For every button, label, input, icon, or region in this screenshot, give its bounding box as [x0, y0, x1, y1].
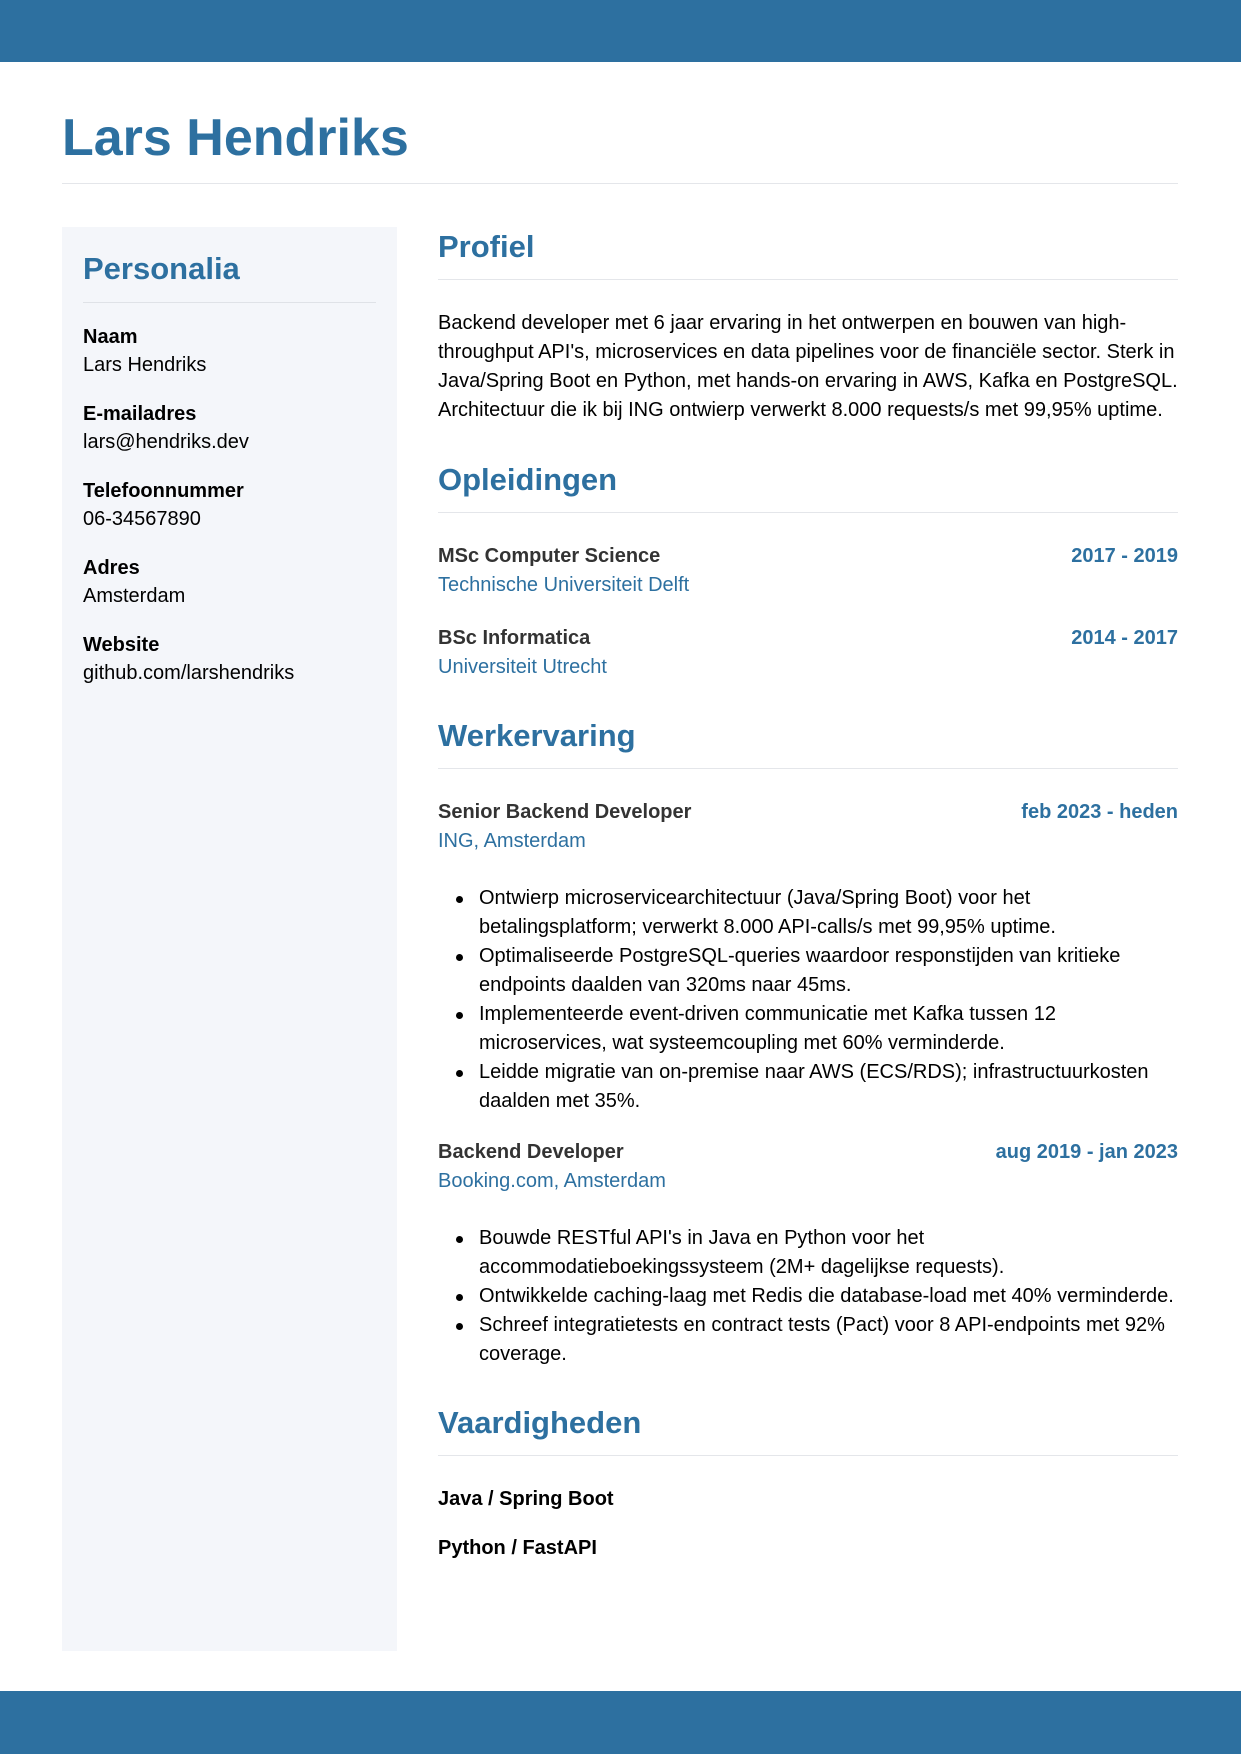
- field-value: 06-34567890: [83, 508, 201, 530]
- job-entry: [438, 798, 1178, 1116]
- field-label: E-mailadres: [83, 403, 197, 425]
- education-period: 2014 - 2017: [1071, 627, 1178, 649]
- name-divider: [62, 183, 1178, 184]
- list-item: Implementeerde event-driven communicatie met Kafka tussen 12 microservices, wat systeemcoupling met 60% verminderde.: [479, 1000, 1178, 1058]
- field-phone: [83, 477, 376, 533]
- personal-info-sidebar: [62, 227, 397, 1651]
- sidebar-title: Personalia: [83, 249, 376, 303]
- education-section: [438, 459, 1178, 682]
- skill-item: Python / FastAPI: [438, 1537, 597, 1559]
- list-item: Bouwde RESTful API's in Java en Python voor het accommodatieboekingssysteem (2M+ dagelijkse requests).: [479, 1224, 1178, 1282]
- section-title: Profiel: [438, 226, 1178, 280]
- section-title: Vaardigheden: [438, 1402, 1178, 1456]
- bottom-banner: [0, 1691, 1241, 1754]
- job-role: Backend Developer: [438, 1141, 624, 1163]
- profile-section: [438, 226, 1178, 425]
- field-value: lars@hendriks.dev: [83, 431, 249, 453]
- field-website: [83, 631, 376, 687]
- section-title: Opleidingen: [438, 459, 1178, 513]
- field-value: Lars Hendriks: [83, 354, 207, 376]
- field-email: [83, 400, 376, 456]
- top-banner: [0, 0, 1241, 62]
- job-role: Senior Backend Developer: [438, 801, 692, 823]
- main-content: [438, 226, 1178, 1583]
- field-label: Website: [83, 634, 160, 656]
- skill-item: Java / Spring Boot: [438, 1488, 614, 1510]
- school-name: Universiteit Utrecht: [438, 656, 607, 678]
- job-bullets: [438, 1224, 1178, 1369]
- list-item: Ontwikkelde caching-laag met Redis die database-load met 40% verminderde.: [479, 1282, 1178, 1311]
- field-value: Amsterdam: [83, 585, 186, 607]
- field-label: Telefoonnummer: [83, 480, 244, 502]
- experience-section: [438, 715, 1178, 1369]
- field-label: Naam: [83, 326, 138, 348]
- education-entry: [438, 624, 1178, 682]
- field-value: github.com/larshendriks: [83, 662, 295, 684]
- field-name: [83, 323, 376, 379]
- list-item: Optimaliseerde PostgreSQL-queries waardoor responstijden van kritieke endpoints daalden van 320ms naar 45ms.: [479, 942, 1178, 1000]
- degree-title: MSc Computer Science: [438, 545, 661, 567]
- job-bullets: [438, 884, 1178, 1116]
- list-item: Leidde migratie van on-premise naar AWS (ECS/RDS); infrastructuurkosten daalden met 35%.: [479, 1058, 1178, 1116]
- school-name: Technische Universiteit Delft: [438, 574, 690, 596]
- field-label: Adres: [83, 557, 140, 579]
- job-entry: [438, 1138, 1178, 1369]
- list-item: Schreef integratietests en contract tests (Pact) voor 8 API-endpoints met 92% coverage.: [479, 1311, 1178, 1369]
- list-item: Ontwierp microservicearchitectuur (Java/Spring Boot) voor het betalingsplatform; verwerkt 8.000 API-calls/s met 99,95% uptime.: [479, 884, 1178, 942]
- education-period: 2017 - 2019: [1071, 545, 1178, 567]
- candidate-name: Lars Hendriks: [62, 109, 409, 167]
- skills-section: [438, 1402, 1178, 1563]
- profile-text: Backend developer met 6 jaar ervaring in het ontwerpen en bouwen van high-throughput API's, microservices en data pipelines voor de financiële sector. Sterk in Java/Spring Boot en Python, met hands-on ervaring in AWS, Kafka en PostgreSQL. Architectuur die ik bij ING ontwierp verwerkt 8.000 requests/s met 99,95% uptime.: [438, 312, 1178, 421]
- education-entry: [438, 542, 1178, 600]
- section-title: Werkervaring: [438, 715, 1178, 769]
- job-period: aug 2019 - jan 2023: [995, 1141, 1178, 1163]
- job-company: ING, Amsterdam: [438, 830, 586, 852]
- job-company: Booking.com, Amsterdam: [438, 1170, 666, 1192]
- degree-title: BSc Informatica: [438, 627, 591, 649]
- field-address: [83, 554, 376, 610]
- job-period: feb 2023 - heden: [1021, 801, 1178, 823]
